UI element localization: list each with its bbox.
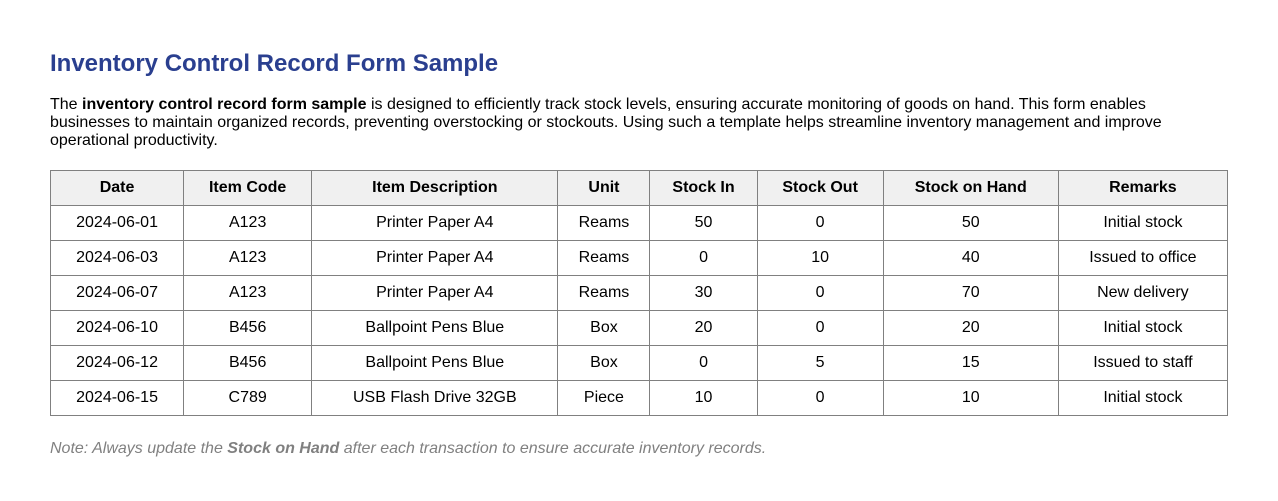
- header-item-code: Item Code: [184, 171, 312, 206]
- cell-unit: Box: [558, 311, 650, 346]
- cell-stock-out: 0: [757, 276, 883, 311]
- cell-stock-in: 10: [650, 381, 757, 416]
- intro-bold: inventory control record form sample: [82, 96, 367, 113]
- cell-stock-out: 0: [757, 206, 883, 241]
- table-row: [51, 311, 1228, 346]
- table-row: [51, 241, 1228, 276]
- cell-date: 2024-06-07: [51, 276, 184, 311]
- cell-stock-out: 0: [757, 311, 883, 346]
- cell-date: 2024-06-15: [51, 381, 184, 416]
- cell-item-code: C789: [184, 381, 312, 416]
- cell-stock-on-hand: 20: [883, 311, 1058, 346]
- cell-date: 2024-06-01: [51, 206, 184, 241]
- cell-item-code: A123: [184, 276, 312, 311]
- cell-stock-in: 0: [650, 241, 757, 276]
- table-row: [51, 381, 1228, 416]
- cell-item-code: A123: [184, 241, 312, 276]
- cell-remarks: Initial stock: [1058, 381, 1227, 416]
- cell-stock-out: 10: [757, 241, 883, 276]
- cell-remarks: Issued to office: [1058, 241, 1227, 276]
- intro-prefix: The: [50, 96, 83, 113]
- cell-stock-in: 20: [650, 311, 757, 346]
- cell-item-description: Printer Paper A4: [312, 276, 558, 311]
- intro-paragraph: [50, 96, 1190, 150]
- cell-stock-on-hand: 40: [883, 241, 1058, 276]
- header-stock-on-hand: Stock on Hand: [883, 171, 1058, 206]
- cell-unit: Box: [558, 346, 650, 381]
- cell-item-description: Ballpoint Pens Blue: [312, 346, 558, 381]
- cell-item-code: B456: [184, 346, 312, 381]
- cell-unit: Reams: [558, 206, 650, 241]
- cell-date: 2024-06-03: [51, 241, 184, 276]
- cell-remarks: New delivery: [1058, 276, 1227, 311]
- cell-unit: Reams: [558, 241, 650, 276]
- table-row: [51, 276, 1228, 311]
- cell-unit: Piece: [558, 381, 650, 416]
- page-title: Inventory Control Record Form Sample: [50, 50, 499, 77]
- intro-suffix: is designed to efficiently track stock levels, ensuring accurate monitoring of goods on hand. This form enables businesses to maintain organized records, preventing overstocking or stockouts. Using such a template helps streamline inventory management and improve operational productivity.: [50, 96, 1162, 149]
- cell-item-description: Printer Paper A4: [312, 241, 558, 276]
- cell-remarks: Initial stock: [1058, 311, 1227, 346]
- cell-item-description: USB Flash Drive 32GB: [312, 381, 558, 416]
- cell-stock-out: 5: [757, 346, 883, 381]
- cell-stock-on-hand: 10: [883, 381, 1058, 416]
- note-suffix: after each transaction to ensure accurate inventory records.: [339, 440, 767, 457]
- note-prefix: Note: Always update the: [50, 440, 228, 457]
- cell-item-description: Ballpoint Pens Blue: [312, 311, 558, 346]
- cell-remarks: Initial stock: [1058, 206, 1227, 241]
- cell-item-description: Printer Paper A4: [312, 206, 558, 241]
- cell-item-code: B456: [184, 311, 312, 346]
- cell-stock-in: 50: [650, 206, 757, 241]
- cell-stock-in: 0: [650, 346, 757, 381]
- inventory-table: [50, 170, 1228, 416]
- cell-stock-out: 0: [757, 381, 883, 416]
- header-date: Date: [51, 171, 184, 206]
- cell-stock-on-hand: 15: [883, 346, 1058, 381]
- header-stock-in: Stock In: [650, 171, 757, 206]
- table-row: [51, 346, 1228, 381]
- note-bold: Stock on Hand: [227, 440, 340, 457]
- cell-item-code: A123: [184, 206, 312, 241]
- cell-date: 2024-06-10: [51, 311, 184, 346]
- table-row: [51, 206, 1228, 241]
- cell-stock-in: 30: [650, 276, 757, 311]
- header-stock-out: Stock Out: [757, 171, 883, 206]
- cell-unit: Reams: [558, 276, 650, 311]
- cell-stock-on-hand: 70: [883, 276, 1058, 311]
- cell-remarks: Issued to staff: [1058, 346, 1227, 381]
- cell-stock-on-hand: 50: [883, 206, 1058, 241]
- header-unit: Unit: [558, 171, 650, 206]
- header-item-description: Item Description: [312, 171, 558, 206]
- table-header-row: [51, 171, 1228, 206]
- footer-note: [50, 440, 1228, 458]
- cell-date: 2024-06-12: [51, 346, 184, 381]
- header-remarks: Remarks: [1058, 171, 1227, 206]
